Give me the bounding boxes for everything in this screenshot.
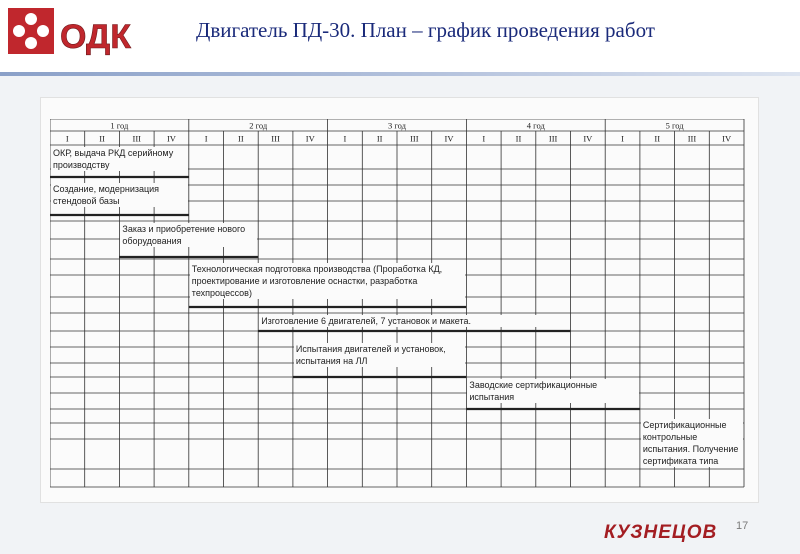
quarter-header: IV [583,133,593,144]
quarter-header: I [621,133,624,144]
quarter-header: II [99,133,105,144]
task-label: Заводские сертификационные испытания [467,379,639,403]
quarter-header: II [654,133,661,144]
quarter-header: III [548,133,558,144]
quarter-header: I [343,133,347,144]
quarter-header: IV [305,133,315,144]
logo-text: ОДК [60,18,131,56]
quarter-header: IV [722,133,732,144]
quarter-header: III [271,133,280,144]
task-label: Создание, модернизация стендовой базы [51,183,188,207]
kuznetsov-brand: КУЗНЕЦОВ [604,522,718,543]
year-header: 3 год [388,120,406,131]
task-label: ОКР, выдача РКД серийному производству [51,147,188,171]
slide-header [0,0,800,72]
year-header: 4 год [526,120,545,131]
year-header: 2 год [249,120,268,131]
odk-logo [8,8,143,62]
task-label: Испытания двигателей и установок, испытания на ЛЛ [294,343,466,367]
quarter-header: I [65,133,69,144]
quarter-header: III [687,133,697,144]
task-label: Сертификационные контрольные испытания. Получение сертификата типа [641,419,743,467]
quarter-header: III [132,133,141,144]
task-label: Заказ и приобретение нового оборудования [120,223,257,247]
quarter-header: I [482,133,486,144]
quarter-header: II [238,133,244,144]
page-number: 17 [736,520,749,532]
task-label: Изготовление 6 двигателей, 7 установок и макета. [259,315,569,327]
quarter-header: III [410,133,419,144]
year-header: 1 год [110,120,129,131]
quarter-header: IV [166,133,176,144]
quarter-header: IV [444,133,454,144]
quarter-header: I [204,133,208,144]
year-header: 5 год [665,120,684,131]
page-title: Двигатель ПД-30. План – график проведения работ [196,18,655,42]
quarter-header: II [515,133,522,144]
quarter-header: II [376,133,383,144]
task-label: Технологическая подготовка производства (Проработка КД, проектирование и изготовление оснастки, разработка техпроцессов) [190,263,466,299]
